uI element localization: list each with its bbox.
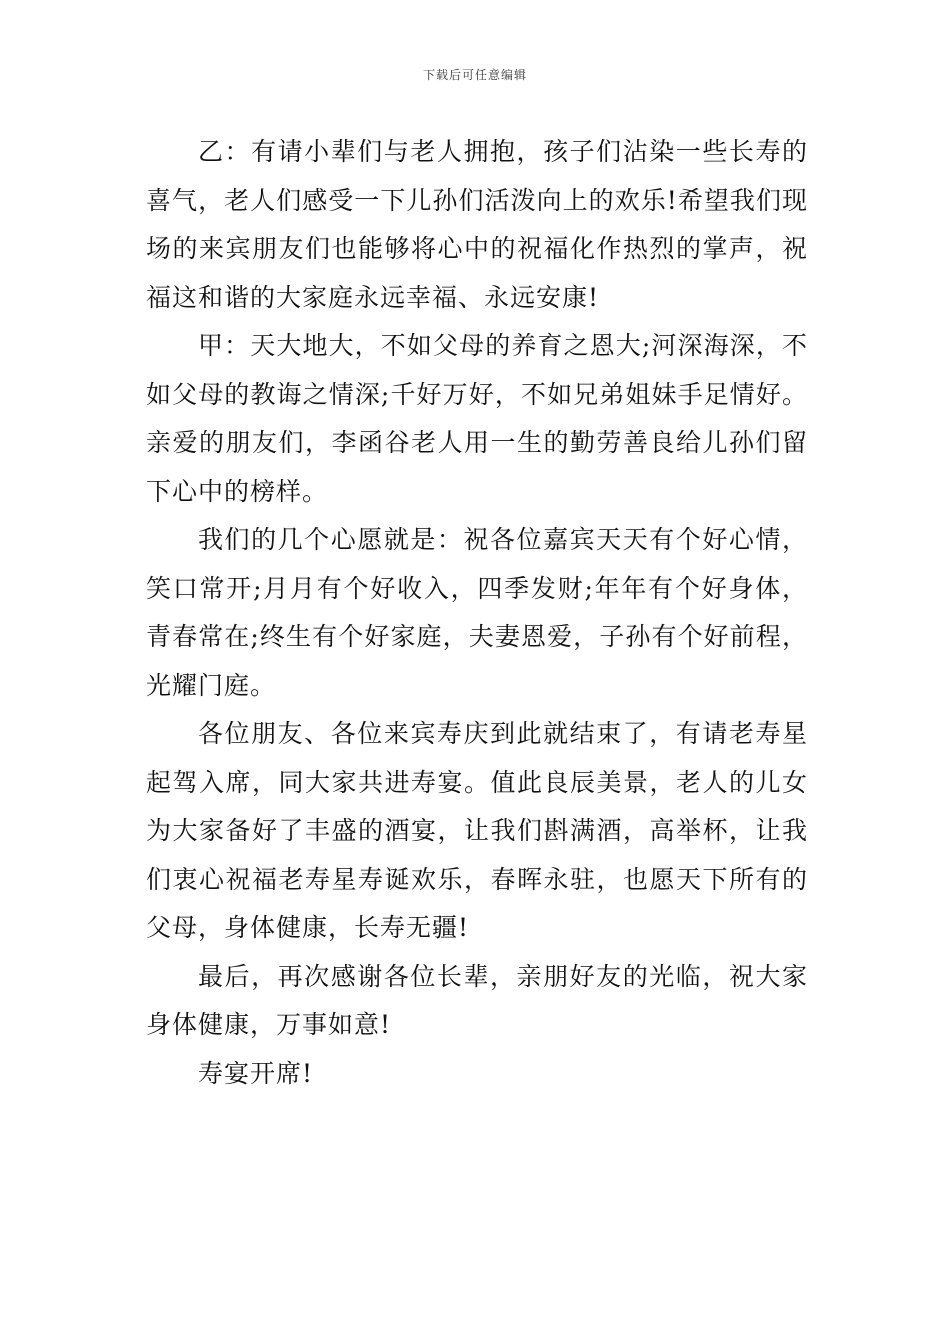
document-body (146, 128, 808, 1098)
paragraph-6: 寿宴开席! (198, 1058, 314, 1088)
paragraph-3: 我们的几个心愿就是：祝各位嘉宾天天有个好心情，笑口常开;月月有个好收入，四季发财;年年有个好身体，青春常在;终生有个好家庭，夫妻恩爱，子孙有个好前程，光耀门庭。 (146, 525, 808, 700)
paragraph-4: 各位朋友、各位来宾寿庆到此就结束了，有请老寿星起驾入席，同大家共进寿宴。值此良辰美景，老人的儿女为大家备好了丰盛的酒宴，让我们斟满酒，高举杯，让我们衷心祝福老寿星寿诞欢乐，春晖永驻，也愿天下所有的父母，身体健康，长寿无疆! (146, 719, 808, 942)
paragraph-1: 乙：有请小辈们与老人拥抱，孩子们沾染一些长寿的喜气，老人们感受一下儿孙们活泼向上的欢乐!希望我们现场的来宾朋友们也能够将心中的祝福化作热烈的掌声，祝福这和谐的大家庭永远幸福、永远安康! (146, 137, 808, 312)
paragraph-5: 最后，再次感谢各位长辈，亲朋好友的光临，祝大家身体健康，万事如意! (146, 961, 808, 1039)
page-header: 下载后可任意编辑 (422, 68, 527, 82)
paragraph-2: 甲：天大地大，不如父母的养育之恩大;河深海深，不如父母的教诲之情深;千好万好，不如兄弟姐妹手足情好。亲爱的朋友们，李函谷老人用一生的勤劳善良给儿孙们留下心中的榜样。 (146, 331, 808, 506)
